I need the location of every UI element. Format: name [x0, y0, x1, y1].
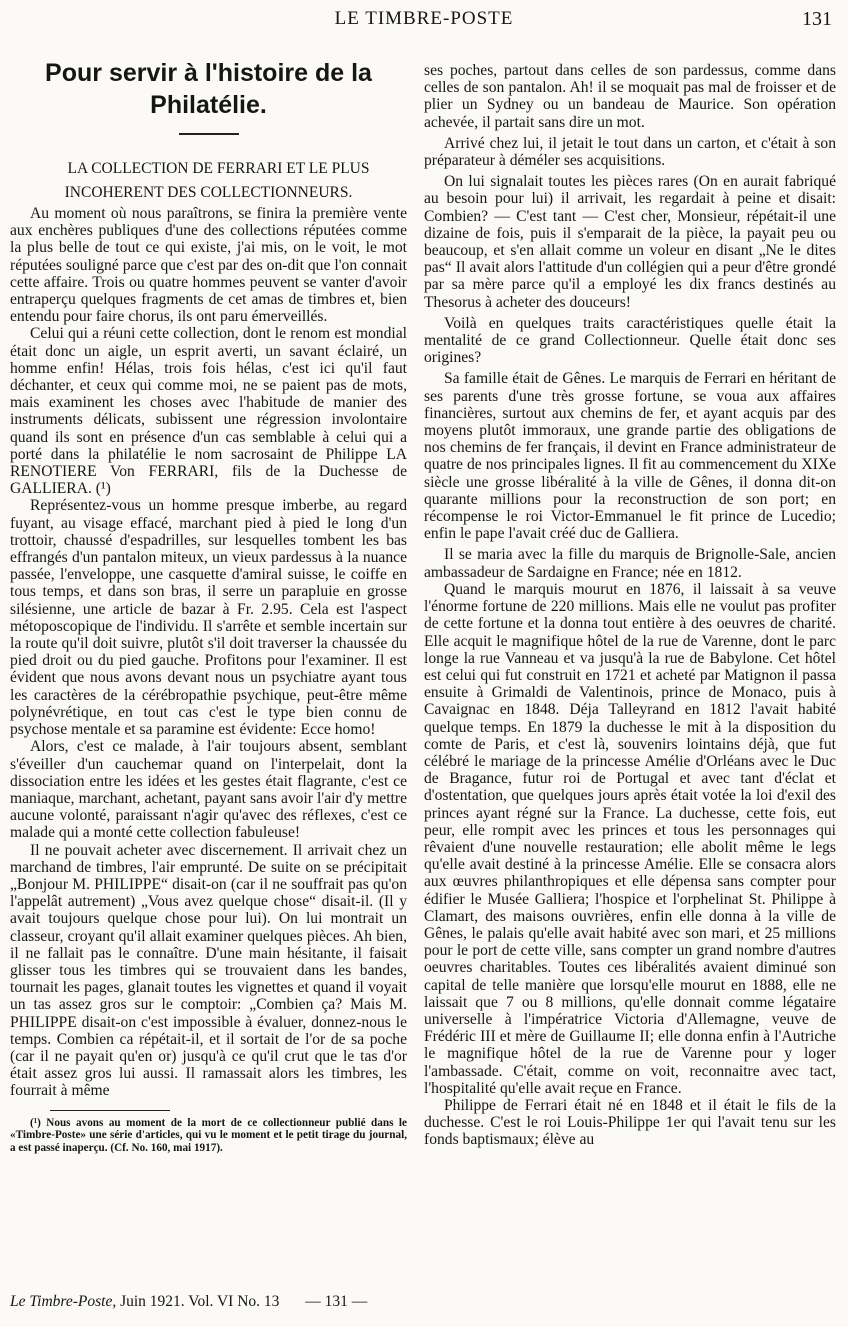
left-column — [10, 57, 407, 1154]
paragraph: Celui qui a réuni cette collection, dont le renom est mondial était donc un aigle, un esprit averti, un savant éclairé, un homme enfin! Hélas, trois fois hélas, c'est ici qu'il faut déchanter, et ceux qui comme moi, ne se paient pas de mots, mais examinent les choses avec l'habitude de manier des instruments délicats, subissent une régression involontaire quand ils sont en présence d'un cas semblable à celui qui a porté dans la philatélie le nom sacrosaint de Philippe LA RENOTIERE Von FERRARI, fils de la Duchesse de GALLIERA. (¹) — [10, 325, 407, 498]
footer-publication: Le Timbre-Poste, — [10, 1293, 117, 1310]
paragraph: Il se maria avec la fille du marquis de Brignolle-Sale, ancien ambassadeur de Sardaigne en France; née en 1812. — [424, 546, 836, 581]
article-title: Pour servir à l'histoire de la Philatélie. — [45, 59, 372, 119]
footer-issue: Juin 1921. Vol. VI No. 13 — [120, 1293, 280, 1310]
footnote-divider — [50, 1110, 170, 1111]
page-header — [0, 0, 848, 34]
title-divider — [179, 133, 239, 135]
paragraph: Il ne pouvait acheter avec discernement. Il arrivait chez un marchand de timbres, l'air emprunté. De suite on se précipitait „Bonjour M. PHILIPPE“ disait-on (car il ne souffrait pas qu'on l'appelât autrement) „Vous avez quelque chose“ disait-il. (Il y avait toujours quelque chose pour lui). On lui montrait un classeur, croyant qu'il allait examiner quelques pièces. Ah bien, il ne fallait pas le connaître. D'une main hésitante, il faisait glisser tous les timbres qui se trouvaient dans les bandes, tournait les pages, glanait toutes les vignettes et quand il voyait un tas assez gros sur le comptoir: „Combien ça? Mais M. PHILIPPE disait-on c'est impossible à évaluer, donnez-nous le temps. Combien ca répétait-il, et il sortait de l'or de sa poche (car il ne payait qu'en or) jusqu'à ce qu'il crut que le tas d'or était assez gros lui aussi. Il ramassait alors les timbres, les fourrait à même — [10, 841, 407, 1100]
paragraph: On lui signalait toutes les pièces rares (On en aurait fabriqué au besoin pour lui) il arrivait, les regardait à peine et disait: Combien? — C'est tant — C'est cher, Monsieur, répétait-il une dizaine de fois, puis il s'emparait de la pièce, la payait peu ou beaucoup, et s'en allait comme un voleur en disant „Ne le dites pas“ Il avait alors l'attitude d'un collégien qui a peur d'être grondé par sa mère parce qu'il a employé les dix francs destinés au Thesorus à acheter des douceurs! — [424, 173, 836, 311]
right-column — [424, 62, 836, 1149]
paragraph: Sa famille était de Gênes. Le marquis de Ferrari en héritant de ses parents d'une très grosse fortune, se voua aux affaires financières, surtout aux chemins de fer, et ayant acquis par des moyens plutôt immoraux, une grande partie des obligations de nos chemins de fer français, il devint en France administrateur de quatre de nos principales lignes. Il fit au commencement du XIXe siècle une grosse libéralité à la ville de Gênes, il donna dit-on quarante millions pour la reconstruction de son port; en récompense le roi Victor-Emmanuel le fit prince de Lucedio; enfin le pape l'avait créé duc de Galliera. — [424, 370, 836, 543]
paragraph: ses poches, partout dans celles de son pardessus, comme dans celles de son pantalon. Ah! il se moquait pas mal de froisser et de plier un Sydney ou un bandeau de Maurice. Son opération achevée, il partait sans dire un mot. — [424, 62, 836, 131]
page-footer — [10, 1293, 367, 1311]
running-head: LE TIMBRE-POSTE — [334, 8, 514, 29]
article-subtitle: LA COLLECTION DE FERRARI ET LE PLUS INCOHERENT DES COLLECTIONNEURS. — [64, 160, 370, 201]
paragraph: Voilà en quelques traits caractéristiques quelle était la mentalité de ce grand Collectionneur. Quelle était donc ses origines? — [424, 314, 836, 367]
footer-page-number: — 131 — — [305, 1293, 368, 1310]
paragraph: Quand le marquis mourut en 1876, il laissait à sa veuve l'énorme fortune de 220 millions. Mais elle ne voulut pas profiter de cette fortune et la donna tout entière à des oeuvres de charité. Elle acquit le magnifique hôtel de la rue de Varenne, dont le parc longe la rue Vanneau et va jusqu'à la rue de Babylone. Cet hôtel est celui qui fut construit en 1721 et acheté par Matignon il passa ensuite à Grimaldi de Valentinois, prince de Monaco, puis à Cavaignac en 1848. Déja Talleyrand en 1812 l'avait habité quelque temps. En 1879 la duchesse le mit à la disposition du comte de Paris, et c'est là, souvenirs lointains déjà, que fut célébré le mariage de la princesse Amélie d'Orléans avec le Duc de Bragance, futur roi de Portugal et avec tant d'éclat et d'ostentation, que quelques jours après était votée la loi d'exil des princes ayant régné sur la France. La duchesse, cette fois, eut peur, elle rompit avec les princes et tous les personnages qui rêvaient d'une nouvelle restauration; elle abolit même le legs qu'elle avait destiné à la princesse Amélie. Elle se consacra alors aux œuvres philanthropiques et elle dépensa sans compter pour édifier le Musée Galliera; l'hospice et l'orphelinat St. Philippe à Clamart, des maisons ouvrières, enfin elle donna à la ville de Gênes, le palais qu'elle avait habité avec son mari, et 25 millions pour le port de cette ville, sans compter un grand nombre d'autres oeuvres charitables. Toutes ces libéralités avaient diminué son capital de telle manière que lorsqu'elle mourut en 1888, elle ne laissait que 7 ou 8 millions, qu'elle donnait comme légataire universelle à l'impératrice Victoria d'Allemagne, veuve de Frédéric III et mère de Guillaume II; elle donna enfin à l'Autriche le magnifique hôtel de la rue de Varenne pour y loger l'ambassade. C'était, comme on voit, reconnaitre avec tact, l'hospitalité qu'elle avait reçue en France. — [424, 580, 836, 1097]
paragraph: Philippe de Ferrari était né en 1848 et il était le fils de la duchesse. C'est le roi Louis-Philippe 1er qui l'avait tenu sur les fonds baptismaux; élève au — [424, 1096, 836, 1149]
paragraph: Arrivé chez lui, il jetait le tout dans un carton, et c'était à son préparateur à déméler ses acquisitions. — [424, 134, 836, 170]
footnote: (¹) Nous avons au moment de la mort de ce collectionneur publié dans le «Timbre-Poste» une série d'articles, qui vu le moment et le petit tirage du journal, a est passé inaperçu. (Cf. No. 160, mai 1917). — [10, 1116, 407, 1154]
page-number: 131 — [802, 8, 832, 30]
paragraph: Au moment où nous paraîtrons, se finira la première vente aux enchères publiques d'une des collections réputées comme la plus belle de tout ce qui existe, j'ai mis, on le voit, le mot réputées souligné parce que c'est par des on-dit que l'on connait cette affaire. Trois ou quatre hommes peuvent se vanter d'avoir entraperçu quelques fragments de cet amas de timbres et, bien entendu pour faire chorus, ils ont paru émerveillés. — [10, 205, 407, 326]
paragraph: Alors, c'est ce malade, à l'air toujours absent, semblant s'éveiller d'un cauchemar quand on l'interpelait, dont la dissociation entre les idées et les gestes était flagrante, c'est ce maniaque, marchant, achetant, payant sans avoir l'air d'y mettre aucune volonté, paraissant n'agir qu'avec des réflexes, c'est ce malade qui a monté cette collection fabuleuse! — [10, 738, 407, 842]
paragraph: Représentez-vous un homme presque imberbe, au regard fuyant, au visage effacé, marchant pied à pied le long d'un trottoir, chaussé d'espadrilles, sur lesquelles tombent les bas effrangés d'un pantalon miteux, un vieux pardessus à la nuance passée, l'enveloppe, une casquette d'amiral suisse, le coiffe en tous temps, et dans son bras, il serre un parapluie en grosse silésienne, une article de bazar à Fr. 2.95. Cela est l'aspect métoposcopique de l'individu. Il s'arrête et semble incertain sur la route qu'il doit suivre, plutôt s'il doit traverser la chaussée du pied droit ou du pied gauche. Profitons pour l'examiner. Il est évident que nous avons devant nous un psychiatre ayant tous les caractères de la cérébropathie psychique, peut-être même polynévrétique, en tout cas c'est le type bien connu de psychose mentale et sa paramine est évidente: Ecce homo! — [10, 497, 407, 739]
